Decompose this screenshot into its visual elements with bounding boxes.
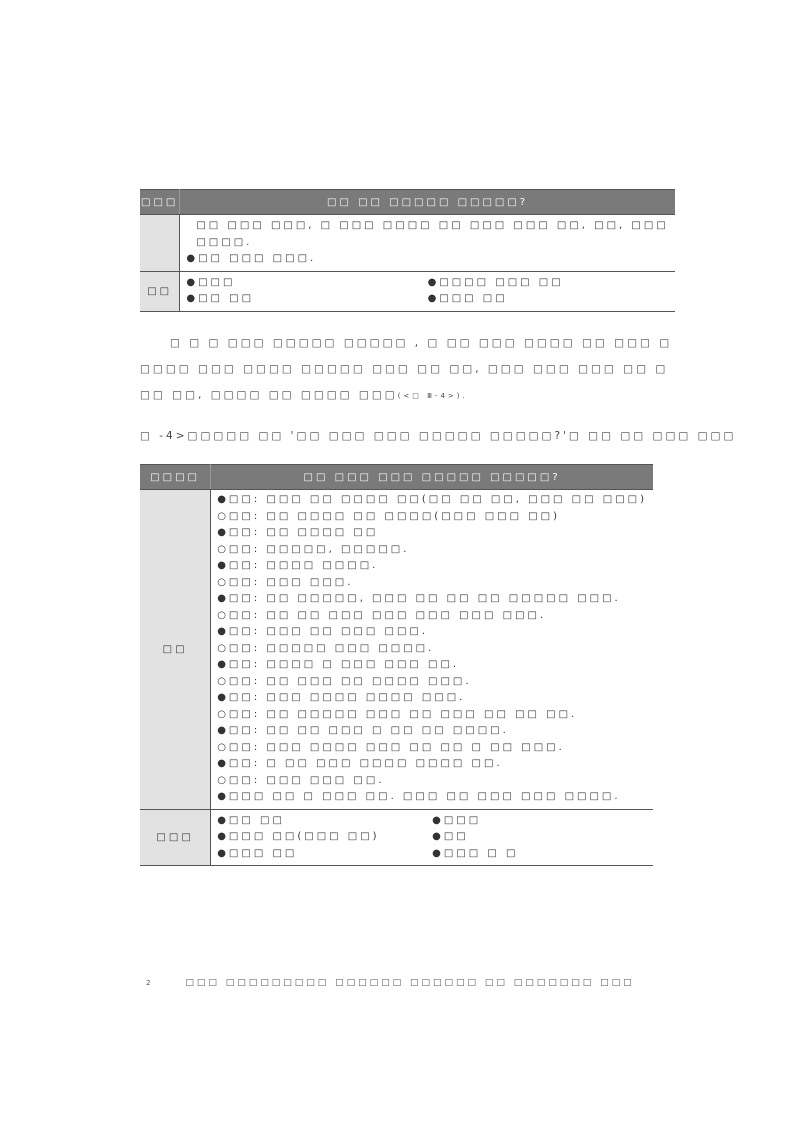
list-item: ●□□ □□ (186, 293, 255, 304)
footer-text: □□□ □□□□□□□□□ □□□□□□ □□□□□□ □□ □□□□□□□ □□□ (185, 978, 635, 988)
row-content-cell (211, 490, 653, 810)
list-item: ●□□□ □□ (427, 293, 508, 304)
table-row (140, 215, 675, 272)
table-row (140, 809, 653, 866)
list-item: ○□□: □□□ □□□□ □□□ □□ □□ □ □□ □□□. (217, 741, 565, 753)
list-item: ●□□□□ □□□ □□ (427, 276, 564, 288)
figure-reference: (<□ Ⅲ-4>). (397, 392, 468, 400)
paragraph-line (140, 382, 660, 409)
row-content-cell (211, 809, 653, 866)
list-item: ○□□: □□ □□□ □□ □□□□ □□□. (217, 675, 472, 687)
page-number: 2 (146, 979, 154, 987)
paragraph-line: □□□□ □□□ □□□□ □□□□□ □□□ □□ □□, □□□ □□□ □□□ □□ □ (140, 363, 669, 375)
list-item: ○□□: □□□□□ □□□ □□□□. (217, 642, 435, 654)
list-item: ○□□: □□ □□ □□□ □□□ □□□ □□□ □□□. (217, 609, 547, 621)
row-label-cell (140, 215, 180, 272)
list-item: ●□□: □□□ □□ □□□ □□□. (217, 626, 429, 637)
list-item: ○□□: □□□ □□□. (217, 576, 354, 588)
list-item: ●□□: □□ □□ □□□ □ □□ □□ □□□□. (217, 725, 509, 736)
list-item: ●□□: □□ □□□□ □□ (217, 527, 379, 538)
list-item: ●□□: □□□□ □□□□. (217, 560, 379, 571)
list-item: ●□□□ □□ (217, 847, 298, 859)
table-header-row (140, 190, 675, 215)
row-label-cell: □□ (140, 271, 180, 311)
content-line: ●□□ □□□ □□□. (186, 253, 317, 264)
list-item: ○□□: □□□□□, □□□□□. (217, 543, 410, 555)
paragraph-text: □□ □□, □□□□ □□ □□□□ □□□ (140, 389, 398, 401)
list-item: ●□□: □□□ □□ □□□□ □□(□□ □□ □□, □□□ □□ □□□) (217, 494, 647, 505)
table-header-row (140, 465, 653, 490)
content-line: □□ □□□ □□□, □ □□□ □□□□ □□ □□□ □□□ □□, □□, □□□ (196, 220, 669, 231)
header-left-cell: □□□□ (140, 465, 211, 490)
list-item: ●□□□ □ □ (432, 847, 519, 859)
header-right-cell: □□ □□ □□□□□ □□□□□? (180, 190, 675, 215)
row-content-cell (180, 215, 675, 272)
page-footer (146, 978, 635, 988)
list-item: ●□□: □□□□ □ □□□ □□□ □□. (217, 659, 460, 670)
table-row (140, 271, 675, 311)
list-item: ●□□□ □□ □ □□□ □□. □□□ □□ □□□ □□□ □□□□. (217, 791, 621, 802)
body-paragraph (140, 330, 673, 409)
list-item: ○□□: □□ □□□□ □□ □□□□(□□□ □□□ □□) (217, 510, 561, 522)
list-item: ●□□□ □□(□□□ □□) (217, 831, 380, 842)
list-item: ●□□: □ □□ □□□ □□□□ □□□□ □□. (217, 758, 503, 769)
list-item: ●□□ (432, 831, 469, 842)
list-item: ●□□□ (186, 276, 236, 288)
row-label-cell: □□ (140, 490, 211, 810)
table-caption: □ -4>□□□□□ □□ '□□ □□□ □□□ □□□□□ □□□□□?'□ □□ □□ □□□ □□□ (140, 430, 737, 442)
list-item: ●□□: □□ □□□□□, □□□ □□ □□ □□ □□□□□ □□□. (217, 593, 621, 604)
content-line: □□□□. (196, 236, 253, 248)
summary-table-2 (140, 464, 653, 866)
row-content-cell (180, 271, 675, 311)
table-row (140, 490, 653, 810)
list-item: ●□□ □□ (217, 814, 285, 826)
header-left-cell: □□□ (140, 190, 180, 215)
list-item: ○□□: □□ □□□□□ □□□ □□ □□□ □□ □□ □□. (217, 708, 578, 720)
list-item: ●□□□ (432, 814, 482, 826)
list-item: ○□□: □□□ □□□ □□. (217, 774, 385, 786)
paragraph-line: □ □ □ □□□ □□□□□ □□□□□ , □ □□ □□□ □□□□ □□ □□□ □ (170, 337, 673, 349)
row-label-cell: □□□ (140, 809, 211, 866)
list-item: ●□□: □□□ □□□□ □□□□ □□□. (217, 692, 466, 703)
summary-table-1 (140, 189, 675, 312)
header-right-cell: □□ □□□ □□□ □□□□□ □□□□□? (211, 465, 653, 490)
